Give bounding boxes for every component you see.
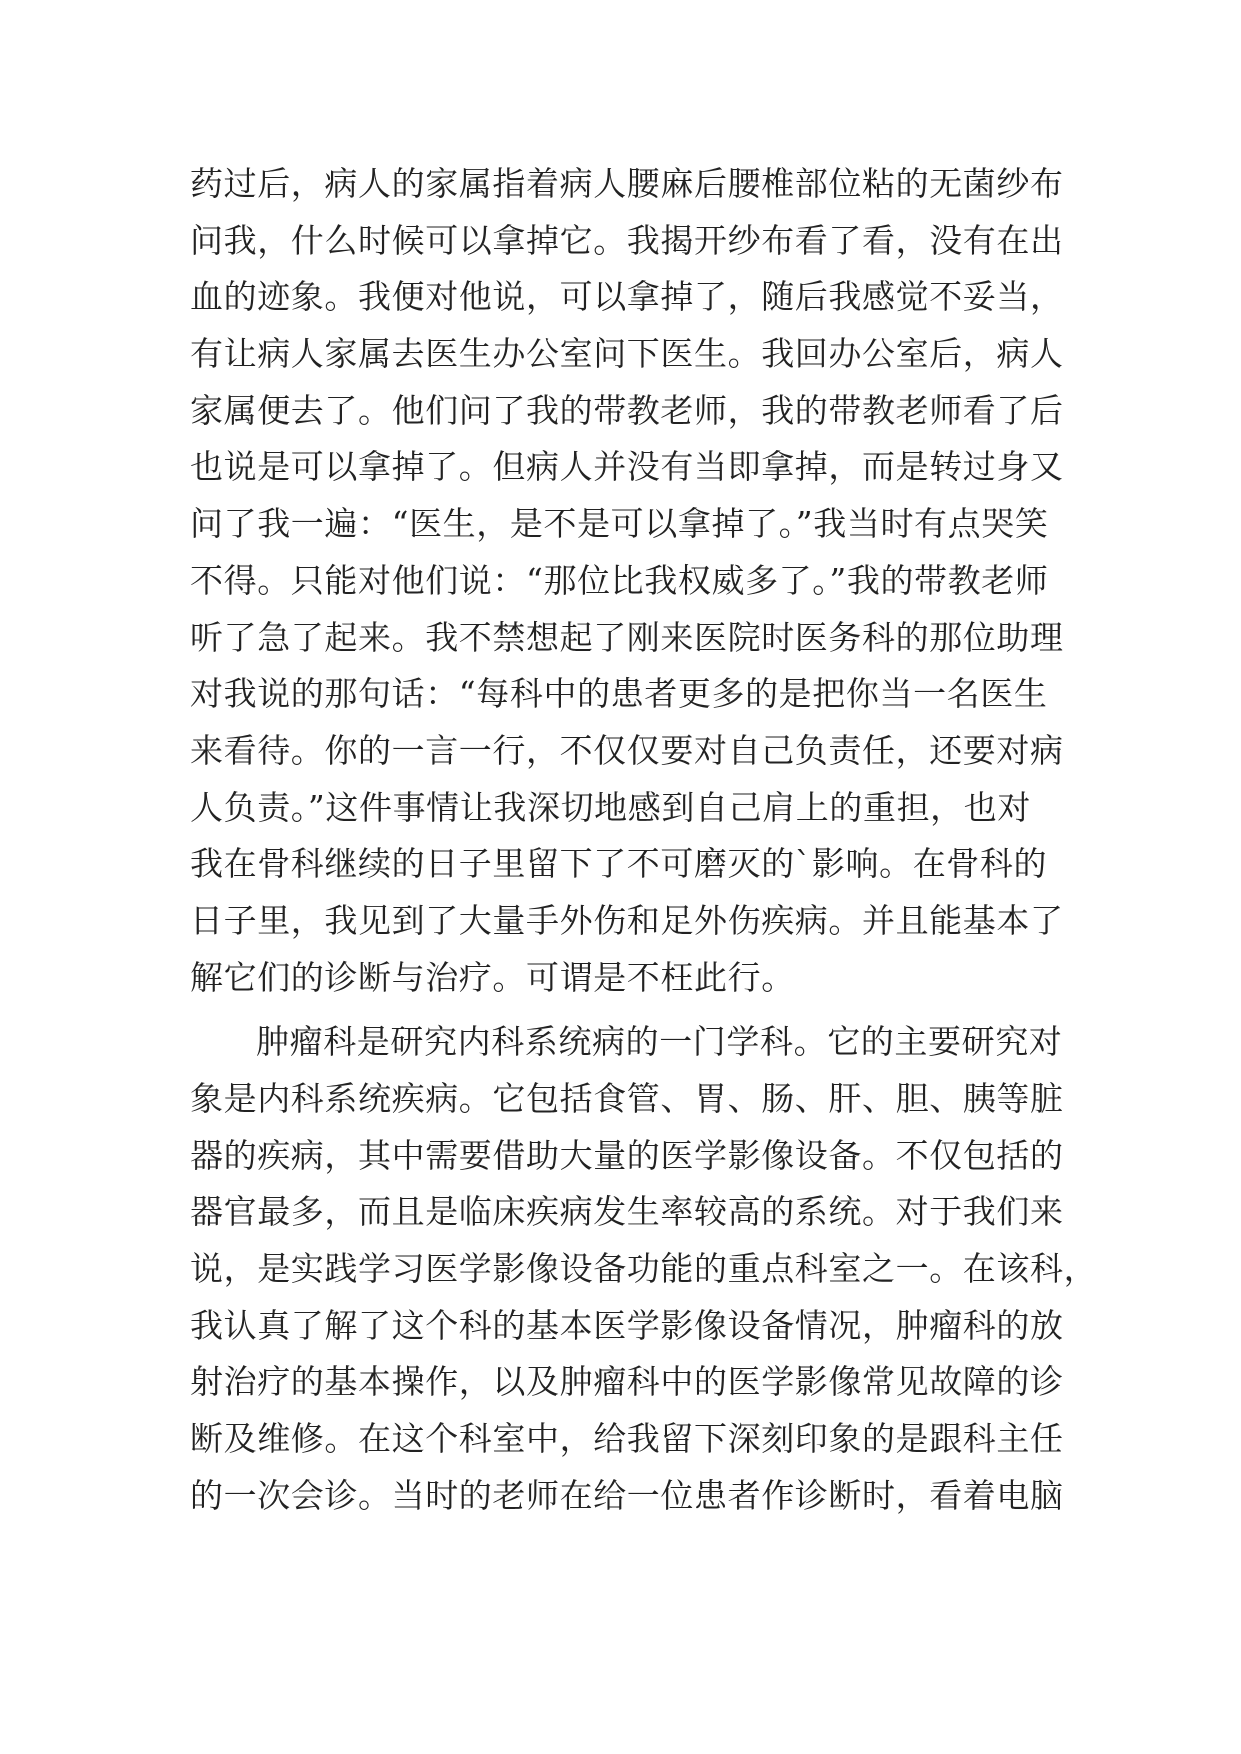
text-line: 不得。只能对他们说：“那位比我权威多了。”我的带教老师 — [190, 560, 1049, 600]
body-text — [190, 156, 1098, 1525]
text-line: 说，是实践学习医学影像设备功能的重点科室之一。在该科， — [190, 1249, 1098, 1289]
text-line: 也说是可以拿掉了。但病人并没有当即拿掉，而是转过身又 — [190, 447, 1064, 487]
text-line: 的一次会诊。当时的老师在给一位患者作诊断时，看着电脑 — [190, 1475, 1064, 1515]
text-line: 肿瘤科是研究内科系统病的一门学科。它的主要研究对 — [256, 1022, 1063, 1062]
paragraph-gap — [190, 1006, 1070, 1014]
text-line: 有让病人家属去医生办公室问下医生。我回办公室后，病人 — [190, 334, 1064, 374]
text-line: 器的疾病，其中需要借助大量的医学影像设备。不仅包括的 — [190, 1135, 1064, 1175]
text-line: 解它们的诊断与治疗。可谓是不枉此行。 — [190, 957, 795, 997]
text-line: 问我，什么时候可以拿掉它。我揭开纱布看了看，没有在出 — [190, 220, 1064, 260]
text-line: 对我说的那句话：“每科中的患者更多的是把你当一名医生 — [190, 674, 1048, 714]
text-line: 象是内科系统疾病。它包括食管、胃、肠、肝、胆、胰等脏 — [190, 1079, 1064, 1118]
text-line: 我认真了解了这个科的基本医学影像设备情况，肿瘤科的放 — [190, 1305, 1064, 1345]
text-line: 家属便去了。他们问了我的带教老师，我的带教老师看了后 — [190, 390, 1064, 430]
text-line: 射治疗的基本操作，以及肿瘤科中的医学影像常见故障的诊 — [190, 1362, 1064, 1402]
text-line: 断及维修。在这个科室中，给我留下深刻印象的是跟科主任 — [190, 1419, 1064, 1459]
paragraph-2 — [190, 1014, 1098, 1524]
text-line: 血的迹象。我便对他说，可以拿掉了，随后我感觉不妥当， — [190, 277, 1064, 317]
text-line: 听了急了起来。我不禁想起了刚来医院时医务科的那位助理 — [190, 617, 1064, 657]
text-line: 问了我一遍：“医生，是不是可以拿掉了。”我当时有点哭笑 — [190, 504, 1049, 544]
text-line: 药过后，病人的家属指着病人腰麻后腰椎部位粘的无菌纱布 — [190, 164, 1064, 203]
text-line: 来看待。你的一言一行，不仅仅要对自己负责任，还要对病 — [190, 730, 1064, 770]
paragraph-1 — [190, 156, 1070, 1006]
text-line: 我在骨科继续的日子里留下了不可磨灭的`影响。在骨科的 — [190, 844, 1048, 884]
text-line: 日子里，我见到了大量手外伤和足外伤疾病。并且能基本了 — [190, 900, 1064, 940]
text-line: 人负责。”这件事情让我深切地感到自己肩上的重担，也对 — [190, 787, 1031, 827]
text-line: 器官最多，而且是临床疾病发生率较高的系统。对于我们来 — [190, 1192, 1064, 1232]
